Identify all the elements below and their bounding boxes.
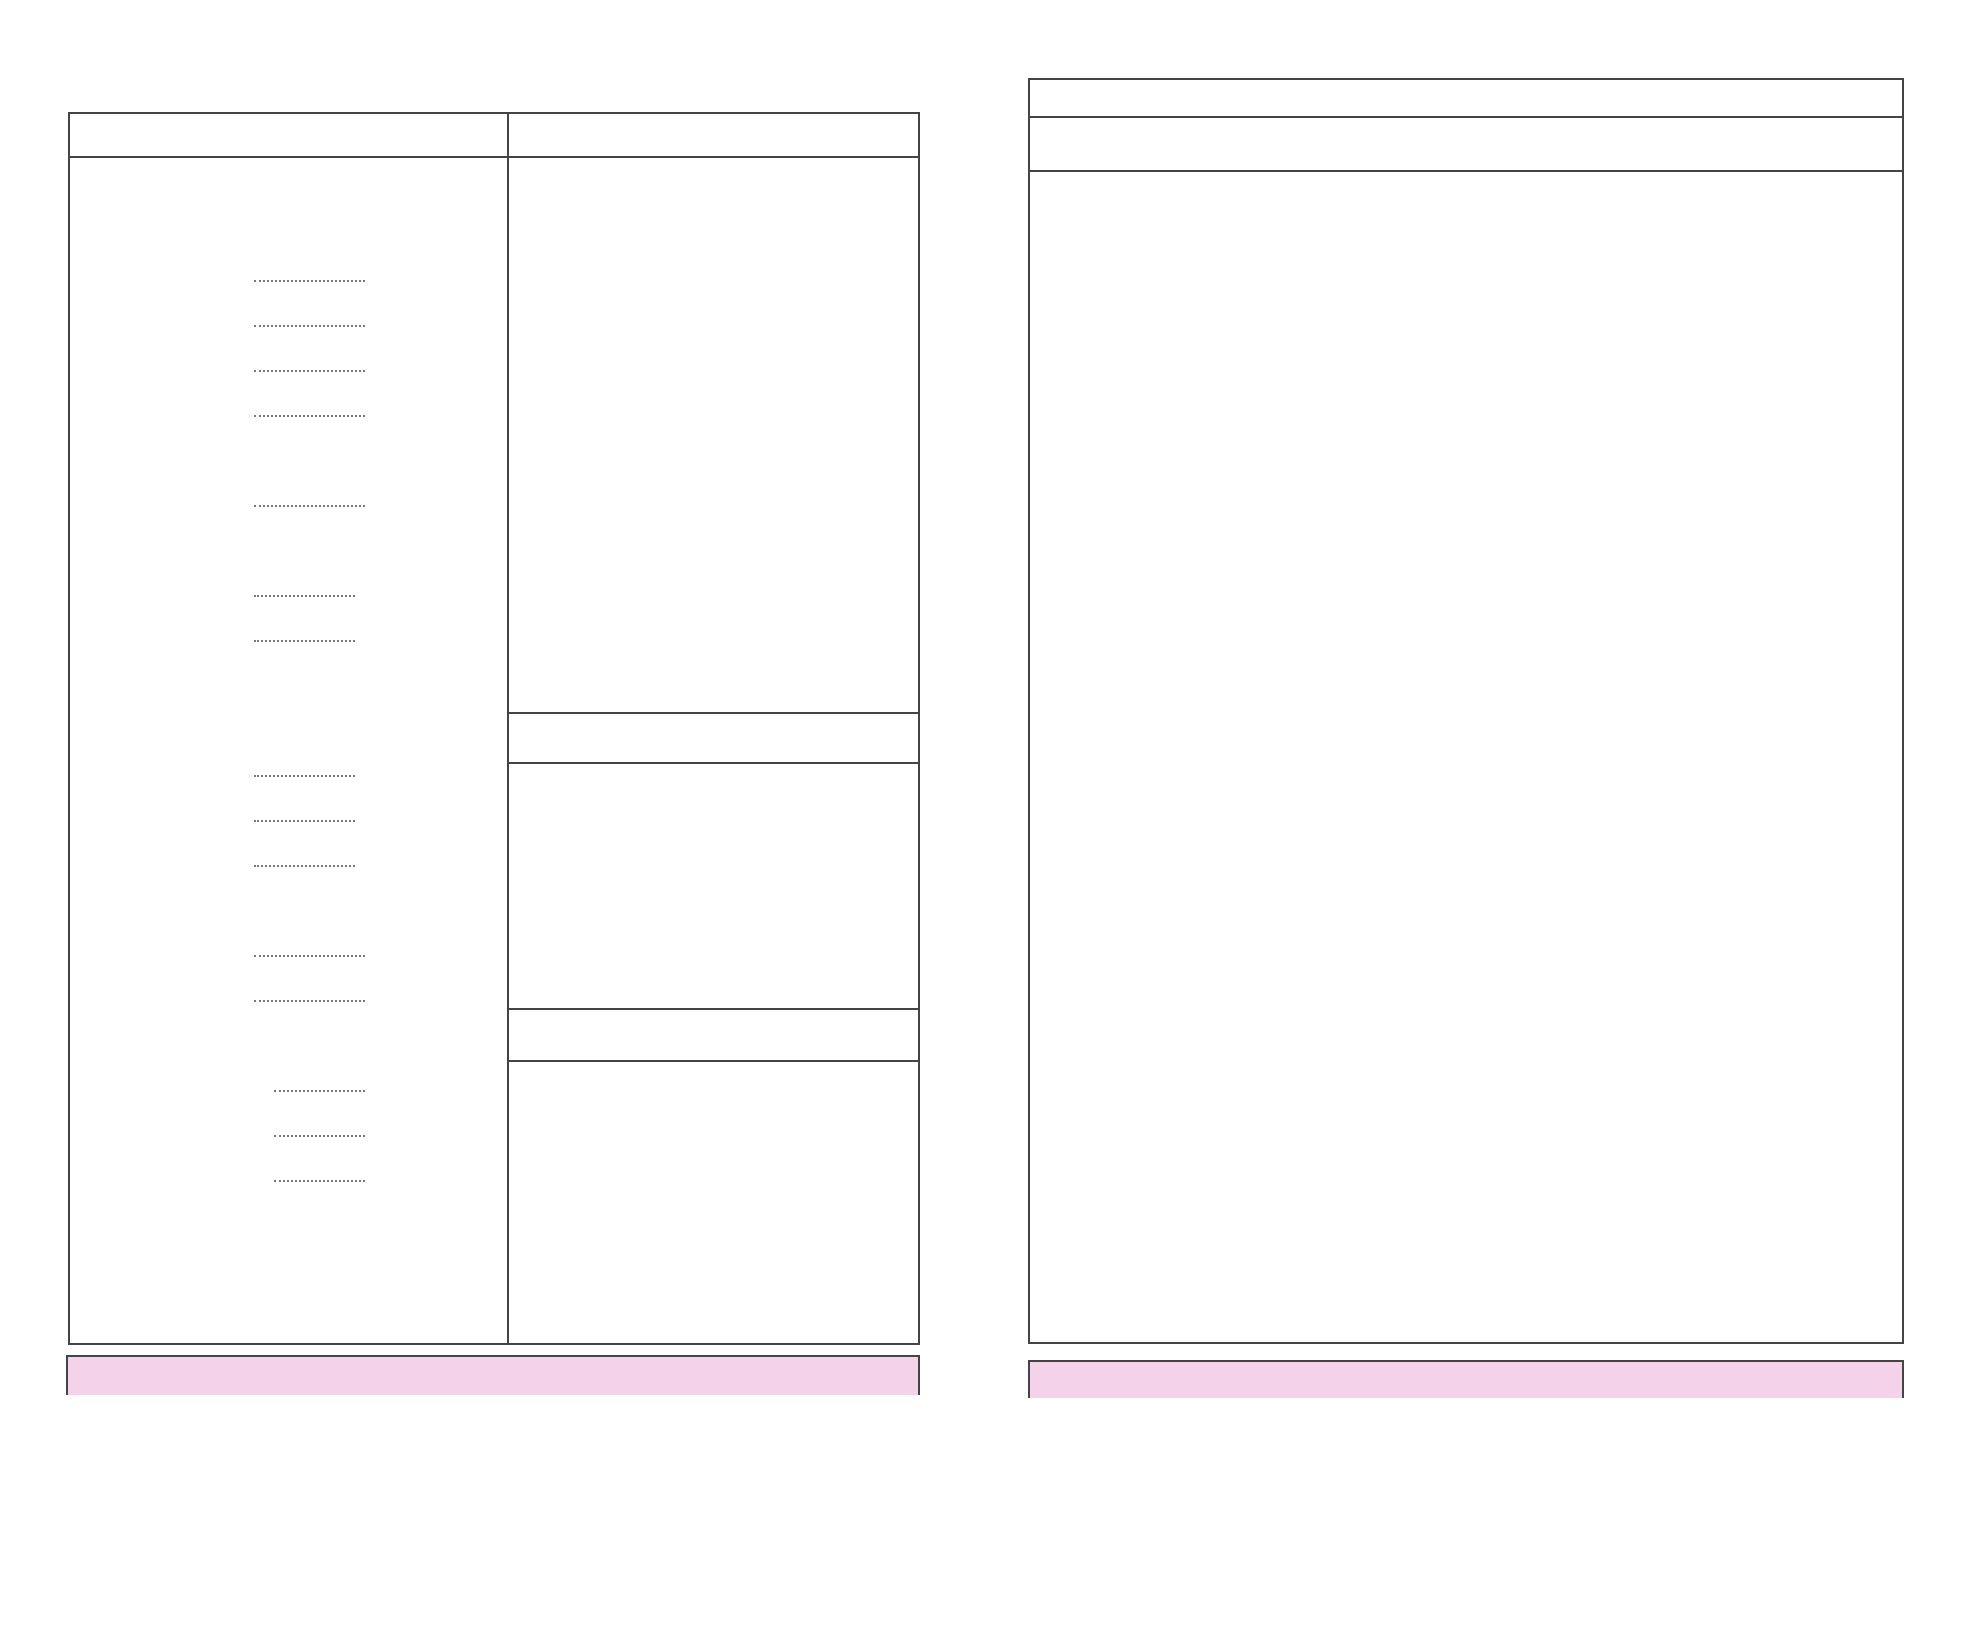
dawn-title [507, 1010, 920, 1062]
dotted-leader [254, 775, 355, 777]
order-row [80, 573, 499, 618]
offering-hymn [80, 1023, 499, 1068]
dotted-leader [254, 1000, 365, 1002]
hymn-number [80, 528, 499, 573]
order-row [80, 258, 499, 303]
morning-service [70, 114, 507, 1203]
reading-number [80, 438, 499, 483]
schedule-title [66, 1355, 920, 1395]
order-row [80, 303, 499, 348]
order-row [80, 348, 499, 393]
afternoon-info [509, 158, 918, 258]
scripture [80, 663, 499, 708]
morning-order [70, 258, 507, 1203]
sermon-bar-title [1030, 80, 1902, 118]
order-row [80, 393, 499, 438]
dotted-leader [274, 1090, 365, 1092]
dotted-leader [254, 505, 365, 507]
order-row [80, 618, 499, 663]
dotted-leader [254, 865, 355, 867]
dotted-leader [254, 370, 365, 372]
order-row [80, 753, 499, 798]
sermon-title [80, 888, 499, 933]
scripture-page [80, 708, 499, 753]
order-row [80, 1158, 499, 1203]
morning-title [70, 114, 507, 158]
dotted-leader [254, 280, 365, 282]
order-row [80, 843, 499, 888]
dotted-leader [254, 820, 355, 822]
attendance-title [1028, 1360, 1904, 1398]
dotted-leader [254, 955, 365, 957]
afternoon-service [509, 114, 918, 402]
afternoon-hymn1 [523, 258, 908, 294]
afternoon-order [509, 258, 918, 402]
order-row [80, 978, 499, 1023]
dotted-leader [274, 1180, 365, 1182]
order-row [80, 933, 499, 978]
dotted-leader [274, 1135, 365, 1137]
dotted-leader [254, 640, 355, 642]
dotted-leader [254, 595, 355, 597]
sermon-body [1030, 172, 1902, 176]
afternoon-scripture [523, 294, 908, 330]
afternoon-hymn2 [523, 366, 908, 402]
sermon-title [1030, 118, 1902, 172]
order-row [80, 798, 499, 843]
morning-info [70, 158, 507, 258]
wednesday-service [507, 712, 920, 1008]
order-row [80, 1113, 499, 1158]
order-row [80, 483, 499, 528]
afternoon-title [509, 114, 918, 158]
dotted-leader [254, 325, 365, 327]
order-row [80, 1068, 499, 1113]
wednesday-title [507, 714, 920, 764]
sermon-box [1028, 78, 1904, 1344]
dotted-leader [254, 415, 365, 417]
afternoon-sermon-title [523, 330, 908, 366]
dawn-service [507, 1008, 920, 1345]
